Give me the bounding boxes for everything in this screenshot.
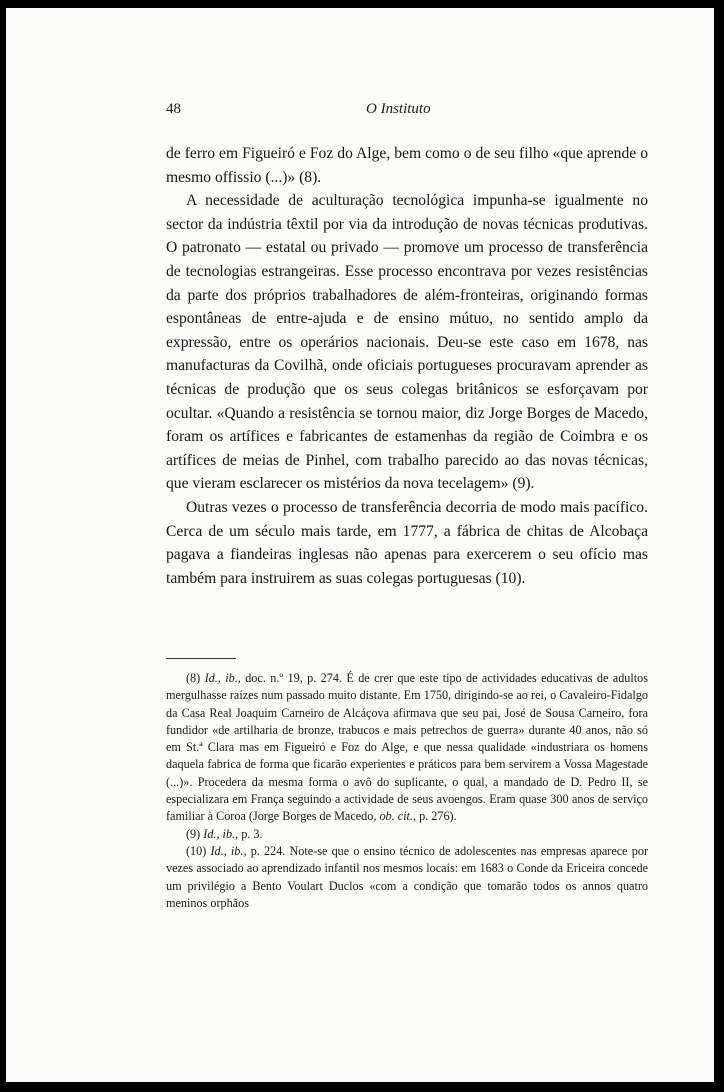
page-header <box>166 101 650 121</box>
page-number: 48 <box>166 101 181 117</box>
footnote-text: doc. n.º 19, p. 274. É de crer que este tipo de actividades educativas de adultos mergulhasse raízes num passado muito distante. Em 1750, dirigindo-se ao rei, o Cavaleiro-Fidalgo da Casa Real Joaquim Carneiro de Alcáçova afirmava que seu pai, José de Sousa Carneiro, fora fundidor «de artilharia de bronze, trabucos e mais petrechos de guerra» durante 40 anos, não só em St.ª Clara mas em Figueiró e Foz do Alge, e que nessa qualidade «industriara os homens daquela fabrica de forma que ficarão experientes e práticos para bem servirem a Vossa Magestade (...)». Procedera da mesma forma o avô do suplicante, o qual, a mandado de D. Pedro II, se especializara em França seguindo a actividade de seus avoengos. Eram quase 300 anos de serviço familiar à Coroa (Jorge Borges de Macedo, <box>166 671 649 824</box>
footnotes <box>166 670 648 912</box>
footnote-marker: (8) <box>186 671 201 685</box>
main-text <box>166 142 648 590</box>
running-title: O Instituto <box>366 101 431 117</box>
paragraph-2: A necessidade de aculturação tecnológica impunha-se igualmente no sector da indústria têxtil por via da introdução de novas técnicas produtivas. O patronato — estatal ou privado — promove um processo de transferência de tecnologias estrangeiras. Esse processo encontrava por vezes resistências da parte dos próprios trabalhadores de além-fronteiras, originando formas espontâneas de entre-ajuda e de ensino mútuo, no sentido amplo da expressão, entre os operários nacionais. Deu-se este caso em 1678, nas manufacturas da Covilhã, onde oficiais portugueses procuravam aprender as técnicas de produção que os seus colegas britânicos se esforçavam por ocultar. «Quando a resistência se tornou maior, diz Jorge Borges de Macedo, foram os artífices e fabricantes de estamenhas da região de Coimbra e os artífices de meias de Pinhel, com trabalho parecido ao das novas técnicas, que vieram esclarecer os mistérios da nova tecelagem» (9). <box>166 192 648 493</box>
footnote-ref: ob. cit., <box>379 809 417 824</box>
footnote-ref: Id., ib., <box>210 843 247 858</box>
footnote-8 <box>166 670 648 826</box>
footnote-separator <box>166 658 236 659</box>
footnote-text: p. 276). <box>419 809 457 824</box>
footnote-text: p. 3. <box>241 826 263 841</box>
footnote-9 <box>166 826 648 843</box>
paragraph-1: de ferro em Figueiró e Foz do Alge, bem como o de seu filho «que aprende o mesmo offissio (...)» (8). <box>166 145 648 186</box>
footnote-10 <box>166 843 648 912</box>
paragraph-3: Outras vezes o processo de transferência decorria de modo mais pacífico. Cerca de um século mais tarde, em 1777, a fábrica de chitas de Alcobaça pagava a fiandeiras inglesas não apenas para exercerem o seu ofício mas também para instruirem as suas colegas portuguesas (10). <box>166 498 648 587</box>
footnote-marker: (10) <box>186 843 207 858</box>
footnote-text: p. 224. Note-se que o ensino técnico de adolescentes nas empresas aparece por vezes associado ao aprendizado infantil nos mesmos locais: em 1683 o Conde da Ericeira concede um privilégio a Bento Voulart Duclos «com a condição que tomarão todos os annos quatro meninos orphãos <box>166 843 649 910</box>
book-page <box>6 8 714 1082</box>
footnote-marker: (9) <box>186 826 201 841</box>
footnote-ref: Id., ib., <box>203 826 239 841</box>
footnote-ref: Id., ib., <box>204 671 241 685</box>
